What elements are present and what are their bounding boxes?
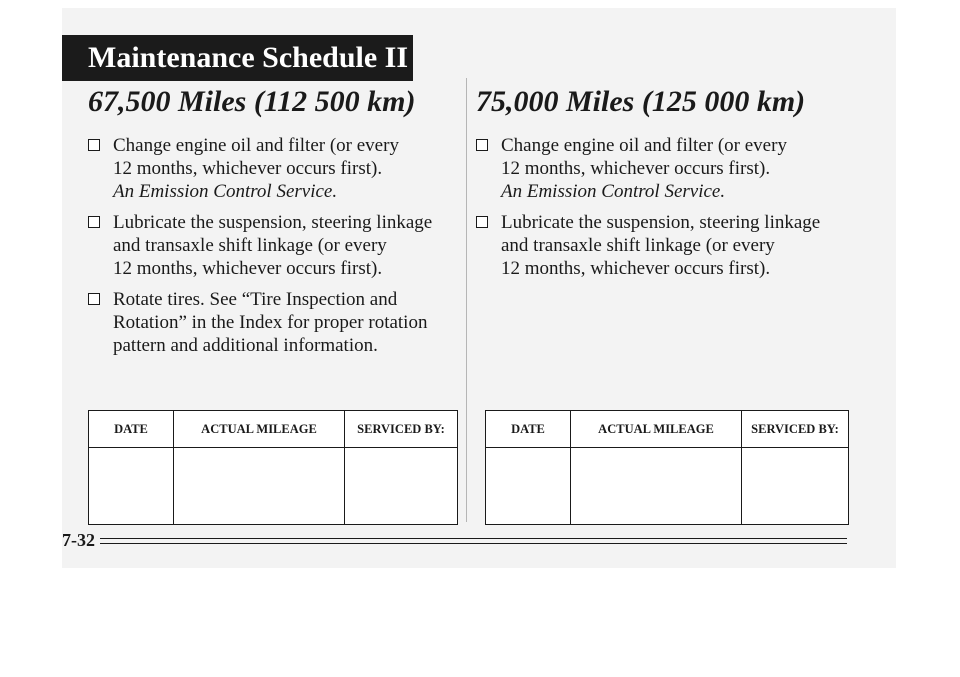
item-text: 12 months, whichever occurs first). xyxy=(501,158,771,179)
item-text: 12 months, whichever occurs first). xyxy=(113,158,383,179)
serviced-by-header: SERVICED BY: xyxy=(742,411,849,448)
footer-rule xyxy=(100,543,847,544)
service-log-table-left xyxy=(88,410,458,525)
item-text: Rotate tires. See “Tire Inspection and xyxy=(113,289,398,310)
footer-rule xyxy=(100,538,847,539)
date-header: DATE xyxy=(486,411,571,448)
serviced-by-header: SERVICED BY: xyxy=(345,411,458,448)
mileage-heading-right: 75,000 Miles (125 000 km) xyxy=(476,85,806,118)
checkbox[interactable] xyxy=(88,139,100,151)
checklist-right xyxy=(476,134,848,280)
table-row xyxy=(486,448,849,525)
page-number: 7-32 xyxy=(62,530,95,550)
checkbox[interactable] xyxy=(88,293,100,305)
item-text: Lubricate the suspension, steering linkage xyxy=(113,212,433,233)
date-cell[interactable] xyxy=(89,448,174,525)
right-column xyxy=(476,84,848,288)
page-footer xyxy=(62,525,847,555)
serviced-by-cell[interactable] xyxy=(742,448,849,525)
item-text: Change engine oil and filter (or every xyxy=(113,135,399,156)
checkbox[interactable] xyxy=(88,216,100,228)
mileage-header: ACTUAL MILEAGE xyxy=(174,411,345,448)
service-log-table-right xyxy=(485,410,849,525)
emission-note: An Emission Control Service. xyxy=(501,181,726,202)
checklist-item xyxy=(476,211,848,280)
item-text: Rotation” in the Index for proper rotation xyxy=(113,312,428,333)
item-text: 12 months, whichever occurs first). xyxy=(113,258,383,279)
item-text: pattern and additional information. xyxy=(113,335,378,356)
checklist-item xyxy=(88,211,460,280)
checkbox[interactable] xyxy=(476,216,488,228)
mileage-heading-left: 67,500 Miles (112 500 km) xyxy=(88,85,416,118)
table-header-row xyxy=(486,411,849,448)
left-column xyxy=(88,84,460,365)
mileage-header: ACTUAL MILEAGE xyxy=(571,411,742,448)
item-text: and transaxle shift linkage (or every xyxy=(113,235,387,256)
checklist-item xyxy=(88,288,460,357)
item-text: Change engine oil and filter (or every xyxy=(501,135,787,156)
date-header: DATE xyxy=(89,411,174,448)
item-text: 12 months, whichever occurs first). xyxy=(501,258,771,279)
table-header-row xyxy=(89,411,458,448)
item-text: Lubricate the suspension, steering linkage xyxy=(501,212,821,233)
item-text: and transaxle shift linkage (or every xyxy=(501,235,775,256)
section-banner: Maintenance Schedule II xyxy=(62,35,413,81)
checklist-item xyxy=(88,134,460,203)
mileage-cell[interactable] xyxy=(174,448,345,525)
emission-note: An Emission Control Service. xyxy=(113,181,338,202)
column-divider xyxy=(466,78,467,522)
date-cell[interactable] xyxy=(486,448,571,525)
table-row xyxy=(89,448,458,525)
checklist-item xyxy=(476,134,848,203)
serviced-by-cell[interactable] xyxy=(345,448,458,525)
mileage-cell[interactable] xyxy=(571,448,742,525)
checkbox[interactable] xyxy=(476,139,488,151)
checklist-left xyxy=(88,134,460,357)
